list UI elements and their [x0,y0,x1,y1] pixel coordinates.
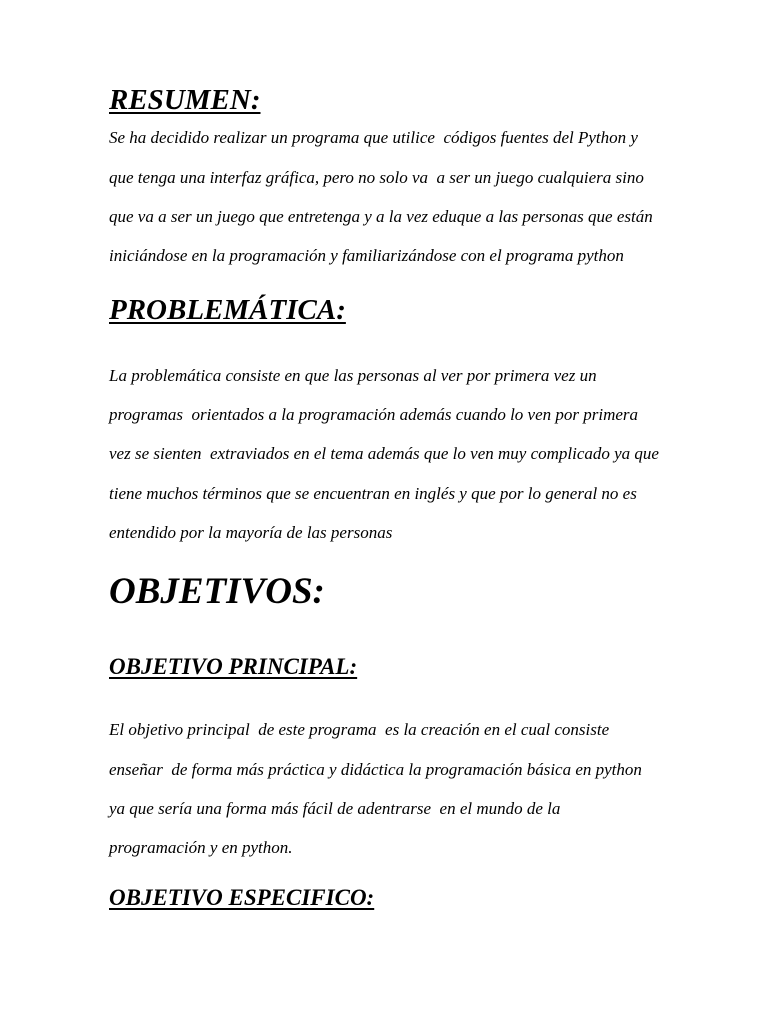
resumen-line-2: que tenga una interfaz gráfica, pero no solo va a ser un juego cualquiera sino [109,168,644,187]
resumen-line-3: que va a ser un juego que entretenga y a la vez eduque a las personas que están [109,207,653,226]
objetivo-principal-line-3: ya que sería una forma más fácil de adentrarse en el mundo de la [109,799,561,818]
objetivo-principal-line-4: programación y en python. [109,838,293,857]
resumen-line-4: iniciándose en la programación y familiarizándose con el programa python [109,246,624,265]
objetivo-principal-line-1: El objetivo principal de este programa es la creación en el cual consiste [109,720,610,739]
heading-objetivo-especifico: OBJETIVO ESPECIFICO: [109,885,375,910]
objetivo-principal-line-2: enseñar de forma más práctica y didáctica la programación básica en python [109,760,642,779]
problematica-line-3: vez se sienten extraviados en el tema además que lo ven muy complicado ya que [109,444,659,463]
heading-objetivo-principal: OBJETIVO PRINCIPAL: [109,654,358,679]
problematica-line-5: entendido por la mayoría de las personas [109,523,393,542]
heading-resumen: RESUMEN: [109,84,261,116]
heading-problematica: PROBLEMÁTICA: [109,294,346,326]
problematica-line-2: programas orientados a la programación además cuando lo ven por primera [109,405,639,424]
problematica-line-1: La problemática consiste en que las personas al ver por primera vez un [109,366,597,385]
problematica-line-4: tiene muchos términos que se encuentran en inglés y que por lo general no es [109,484,637,503]
resumen-line-1: Se ha decidido realizar un programa que utilice códigos fuentes del Python y [109,128,638,147]
heading-objetivos: OBJETIVOS: [109,571,325,612]
